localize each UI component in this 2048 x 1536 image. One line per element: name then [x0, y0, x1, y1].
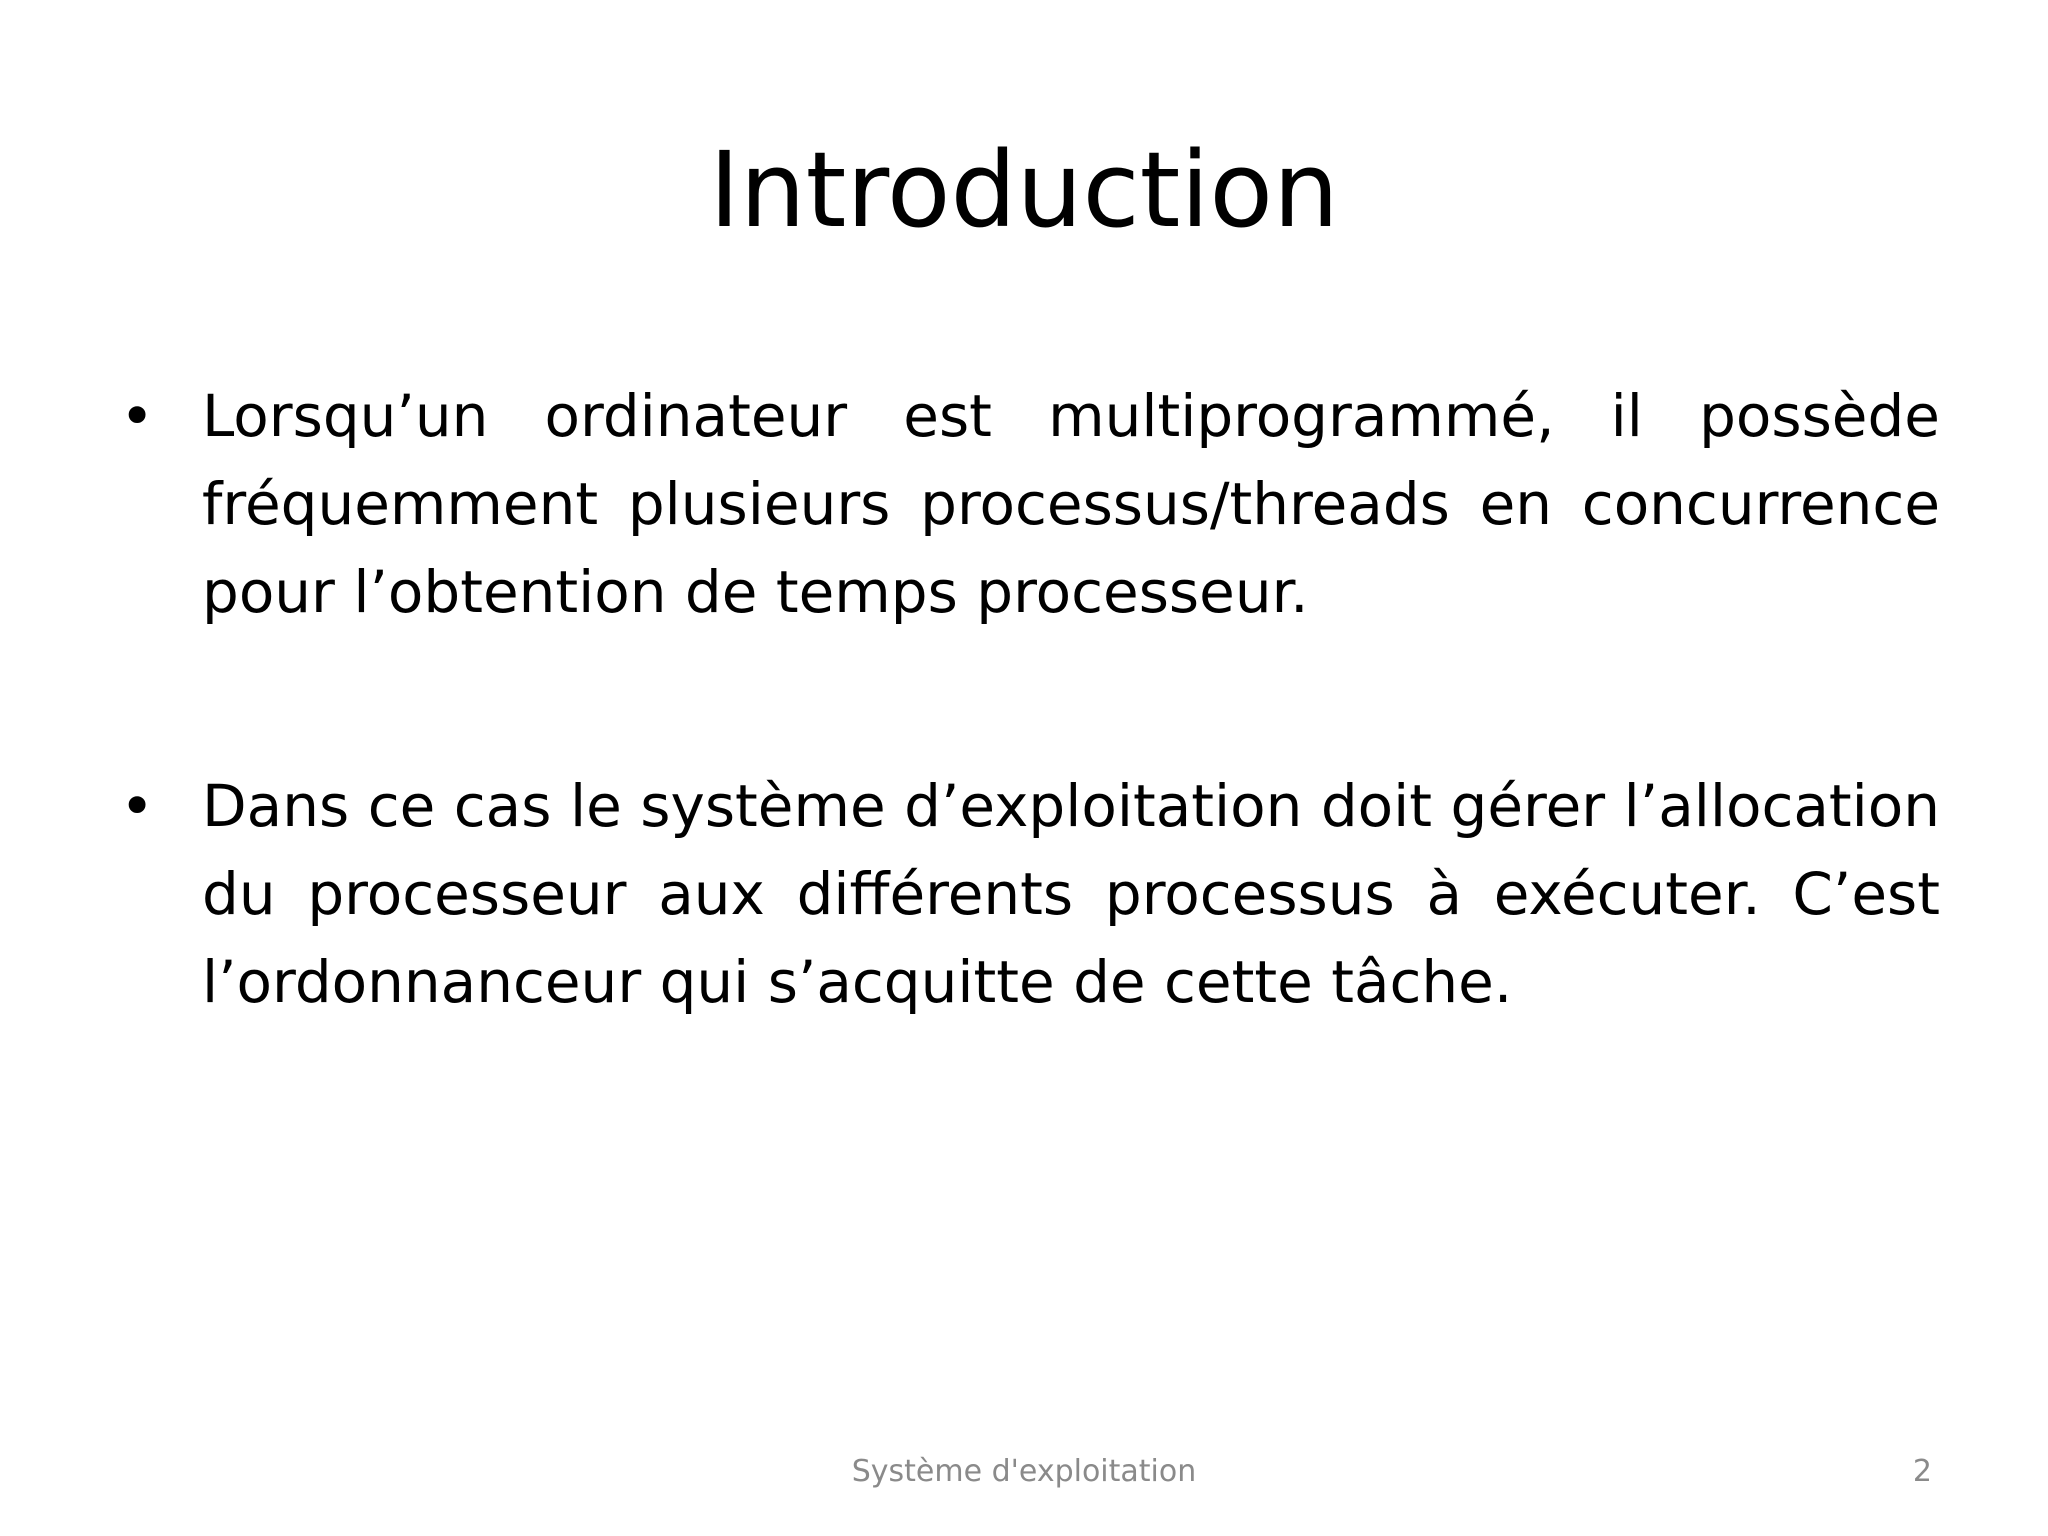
bullet-text: Lorsqu’un ordinateur est multiprogrammé, il possède fréquemment plusieurs processus/threads en concurrence pour l’obtention de temps processeur.: [202, 382, 1940, 626]
page-number: 2: [1912, 1454, 1932, 1489]
bullet-item: [110, 762, 1940, 1026]
bullet-item: [110, 372, 1940, 636]
bullet-list: [110, 372, 1940, 1026]
bullet-marker: •: [120, 382, 155, 450]
footer-text: Système d'exploitation: [851, 1454, 1197, 1489]
slide-title: Introduction: [709, 129, 1339, 251]
bullet-text: Dans ce cas le système d’exploitation doit gérer l’allocation du processeur aux différents processus à exécuter. C’est l’ordonnanceur qui s’acquitte de cette tâche.: [202, 772, 1940, 1016]
bullet-marker: •: [120, 772, 155, 840]
